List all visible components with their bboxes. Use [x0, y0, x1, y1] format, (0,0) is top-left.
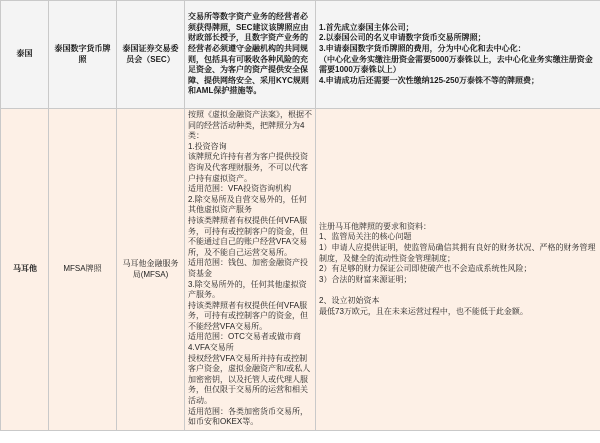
requirement-line: 3）合法的财富来源证明；	[319, 274, 412, 284]
description-line: 3.除交易所外的，任何其他虚拟资产服务。	[188, 279, 307, 300]
requirement-line	[319, 285, 597, 296]
description-line: 该牌照允许持有者为客户提供投资咨询及代客理财服务，不可以代客户持有虚拟资产。	[188, 152, 308, 183]
requirements-cell	[316, 109, 600, 431]
requirement-line: （中心化业务实缴注册资金需要5000万泰铢以上，去中心化业务实缴注册资金需要1000万泰铢以上）	[319, 54, 593, 75]
description-line: 4.VFA交易所	[188, 343, 234, 353]
country-cell: 马耳他	[1, 109, 49, 431]
table-row	[1, 109, 600, 431]
license-cell: MFSA牌照	[49, 109, 117, 431]
requirement-line: 最低73万欧元，且在未来运营过程中，也不能低于此金额。	[319, 306, 528, 316]
description-line: 授权经营VFA交易所并持有或控制客户资金，虚拟金融资产和/或私人加密密钥，以及托管人或代理人服务，但仅限于交易所的运营和相关活动。	[188, 353, 311, 406]
description-cell	[185, 109, 316, 431]
requirement-line: 1、监管局关注的核心问题	[319, 232, 412, 242]
description-line: 适用范围：钱包、加密金融资产投资基金	[188, 258, 308, 278]
description-line: 适用范围：OTC交易者或做市商	[188, 332, 301, 342]
license-cell: 泰国数字货币牌照	[49, 1, 117, 109]
description-line: 持该类牌照者有权提供任何VFA服务，可持有或控制客户的资金，但不能经营VFA交易所。	[188, 300, 308, 331]
requirement-line: 注册马耳他牌照的要求和资料：	[319, 221, 431, 231]
regulator-cell: 马耳他金融服务局(MFSA)	[117, 109, 185, 431]
regulator-cell: 泰国证券交易委员会（SEC）	[117, 1, 185, 109]
requirement-line: 2.以泰国公司的名义申请数字货币交易所牌照；	[319, 33, 486, 43]
description-line: 按照《虚拟金融资产法案》，根据不同的经营活动种类，把牌照分为4类：	[188, 110, 312, 141]
requirement-line: 4.申请成功后还需要一次性缴纳125-250万泰铢不等的牌照费；	[319, 75, 540, 85]
description-line: 1.投资咨询	[188, 141, 227, 151]
country-cell: 泰国	[1, 1, 49, 109]
requirement-line: 1）申请人应提供证明，使监管局确信其拥有良好的财务状况、严格的财务管理制度，及健全的流动性资金管理制度；	[319, 243, 596, 263]
description-line: 适用范围：VFA投资咨询机构	[188, 184, 292, 194]
table-row	[1, 1, 600, 109]
description-line: 持该类牌照者有权提供任何VFA服务，可持有或控制客户的资金，但不能通过自己的账户经营VFA交易所，及不能自己运营交易所。	[188, 215, 308, 257]
requirement-line: 3.申请泰国数字货币牌照的费用，分为中心化和去中心化：	[319, 43, 526, 53]
description-line: 2.除交易所及自营交易外的，任何其他虚拟资产服务	[188, 194, 307, 215]
requirement-line: 2）有足够的财力保证公司即使破产也不会造成系统性风险；	[319, 264, 532, 274]
requirement-line: 2、设立初始资本	[319, 295, 380, 305]
requirements-cell	[316, 1, 600, 109]
description-line: 适用范围：各类加密货币交易所，如币安和OKEX等。	[188, 406, 308, 427]
requirement-line: 1.首先成立泰国主体公司；	[319, 22, 414, 32]
description-cell: 交易所等数字资产业务的经营者必须获得牌照，SEC建议该牌照应由财政部长授予，且数字资产业务的经营者必须遵守金融机构的共同规则，包括具有可吸收各种风险的充足资金、为客户的资产提供安全保障、提供网络安全、采用KYC规则和AML保护措施等。	[185, 1, 316, 109]
